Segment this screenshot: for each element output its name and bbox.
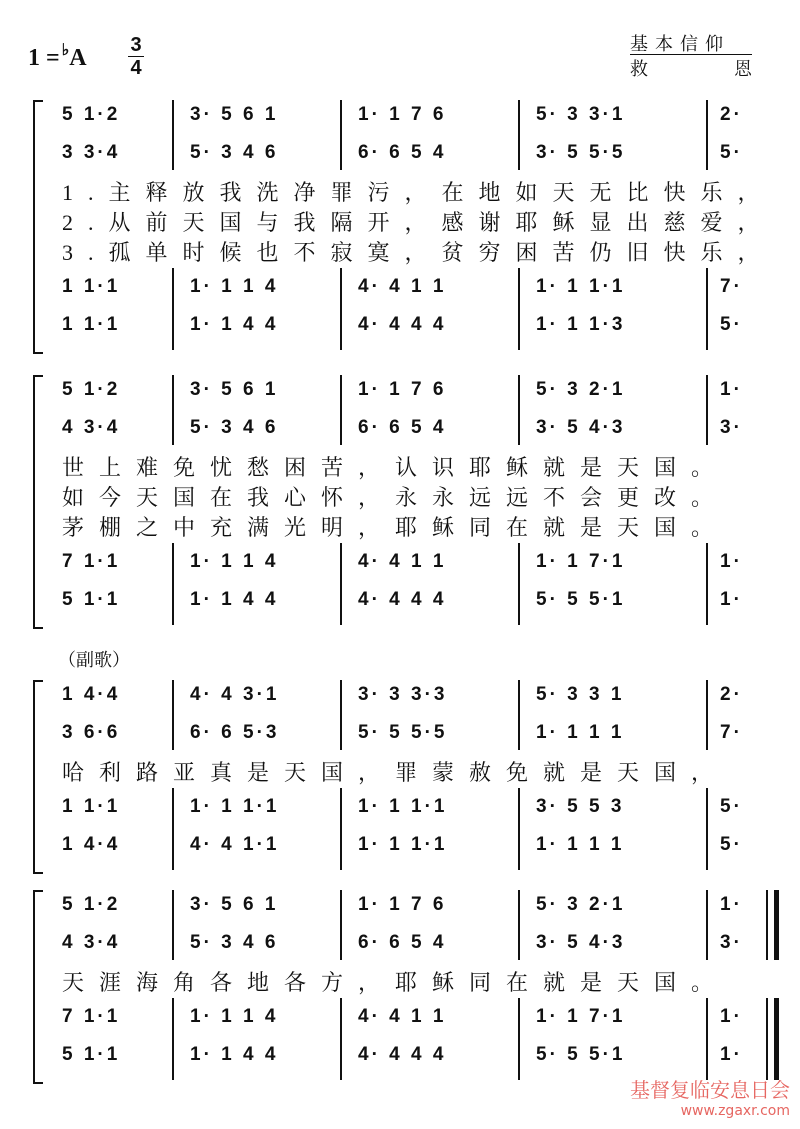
- measure-notes: 4· 4 4 4: [358, 1044, 447, 1065]
- measure-notes: 3· 3 3·3: [358, 684, 448, 705]
- measure-notes: 1· 1 4 4: [190, 314, 279, 335]
- measure-notes: 3· 5 5·5: [536, 142, 626, 163]
- barline: [340, 100, 342, 170]
- measure-notes: 5· 3 4 6: [190, 417, 279, 438]
- barline: [518, 543, 520, 625]
- system-brace: [33, 890, 43, 1084]
- measure-notes: 6· 6 5 4: [358, 417, 447, 438]
- lyric-line: 3.孤单时候也不寂寞，贫穷困苦仍旧快乐，: [62, 240, 775, 265]
- measure-notes: 5 1·2: [62, 379, 121, 400]
- measure-notes: 5· 3 2·1: [536, 894, 626, 915]
- final-barline-thin: [766, 998, 768, 1080]
- measure-notes: 1·: [720, 1006, 743, 1027]
- lyric-line: 如今天国在我心怀，永永远远不会更改。: [62, 485, 729, 510]
- final-barline-thick: [774, 890, 779, 960]
- measure-notes: 4· 4 4 4: [358, 314, 447, 335]
- credit-music-b: 恩: [734, 59, 752, 79]
- measure-notes: 3· 5 5 3: [536, 796, 625, 817]
- measure-notes: 4· 4 1 1: [358, 276, 447, 297]
- credit-lyrics: 基本信仰: [630, 30, 752, 55]
- measure-notes: 1· 1 4 4: [190, 589, 279, 610]
- measure-notes: 1· 1 1·1: [190, 796, 280, 817]
- lyric-line: 茅棚之中充满光明，耶稣同在就是天国。: [62, 515, 729, 540]
- final-barline-thick: [774, 998, 779, 1080]
- measure-notes: 5 1·1: [62, 1044, 121, 1065]
- barline: [172, 998, 174, 1080]
- measure-notes: 1· 1 1 1: [536, 834, 625, 855]
- barline: [172, 375, 174, 445]
- measure-notes: 5·: [720, 142, 743, 163]
- measure-notes: 3· 5 6 1: [190, 894, 279, 915]
- measure-notes: 1 1·1: [62, 314, 121, 335]
- barline: [518, 375, 520, 445]
- measure-notes: 1·: [720, 1044, 743, 1065]
- measure-notes: 4· 4 3·1: [190, 684, 280, 705]
- measure-notes: 3· 5 4·3: [536, 932, 626, 953]
- barline: [340, 543, 342, 625]
- measure-notes: 4· 4 1 1: [358, 551, 447, 572]
- key-signature: [28, 40, 87, 72]
- barline: [706, 375, 708, 445]
- measure-notes: 2·: [720, 684, 743, 705]
- barline: [172, 543, 174, 625]
- measure-notes: 6· 6 5 4: [358, 932, 447, 953]
- measure-notes: 3·: [720, 417, 743, 438]
- measure-notes: 5·: [720, 834, 743, 855]
- barline: [172, 890, 174, 960]
- measure-notes: 1·: [720, 894, 743, 915]
- barline: [706, 788, 708, 870]
- measure-notes: 1 4·4: [62, 684, 121, 705]
- measure-notes: 3· 5 6 1: [190, 379, 279, 400]
- measure-notes: 4· 4 1·1: [190, 834, 280, 855]
- measure-notes: 5· 5 5·1: [536, 589, 626, 610]
- barline: [172, 680, 174, 750]
- measure-notes: 1·: [720, 589, 743, 610]
- measure-notes: 5·: [720, 314, 743, 335]
- measure-notes: 3·: [720, 932, 743, 953]
- system-brace: [33, 100, 43, 354]
- barline: [518, 100, 520, 170]
- measure-notes: 5· 5 5·5: [358, 722, 448, 743]
- measure-notes: 1· 1 1 1: [536, 722, 625, 743]
- lyric-line: 哈利路亚真是天国，罪蒙赦免就是天国，: [62, 760, 729, 785]
- barline: [340, 268, 342, 350]
- measure-notes: 7·: [720, 276, 743, 297]
- measure-notes: 5· 5 5·1: [536, 1044, 626, 1065]
- measure-notes: 2·: [720, 104, 743, 125]
- measure-notes: 4· 4 4 4: [358, 589, 447, 610]
- lyric-line: 世上难免忧愁困苦，认识耶稣就是天国。: [62, 455, 729, 480]
- barline: [340, 375, 342, 445]
- barline: [706, 100, 708, 170]
- measure-notes: 1· 1 1·1: [536, 276, 626, 297]
- measure-notes: 1· 1 1 4: [190, 551, 279, 572]
- measure-notes: 5 1·2: [62, 104, 121, 125]
- measure-notes: 5· 3 2·1: [536, 379, 626, 400]
- lyric-line: 2.从前天国与我隔开，感谢耶稣显出慈爱，: [62, 210, 775, 235]
- barline: [518, 998, 520, 1080]
- measure-notes: 4 3·4: [62, 932, 121, 953]
- measure-notes: 1· 1 7 6: [358, 104, 447, 125]
- barline: [340, 680, 342, 750]
- measure-notes: 3 6·6: [62, 722, 121, 743]
- barline: [340, 998, 342, 1080]
- system-brace: [33, 375, 43, 629]
- measure-notes: 1· 1 1 4: [190, 1006, 279, 1027]
- system-brace: [33, 680, 43, 874]
- measure-notes: 1· 1 1·1: [358, 796, 448, 817]
- barline: [172, 100, 174, 170]
- barline: [340, 788, 342, 870]
- watermark: [630, 1074, 790, 1119]
- measure-notes: 4 3·4: [62, 417, 121, 438]
- measure-notes: 1 1·1: [62, 276, 121, 297]
- credit-music-a: 救: [630, 59, 648, 79]
- measure-notes: 5·: [720, 796, 743, 817]
- measure-notes: 1· 1 1·3: [536, 314, 626, 335]
- barline: [172, 788, 174, 870]
- measure-notes: 1· 1 7 6: [358, 894, 447, 915]
- measure-notes: 1· 1 1·1: [358, 834, 448, 855]
- barline: [518, 268, 520, 350]
- measure-notes: 5· 3 3 1: [536, 684, 625, 705]
- key-prefix: 1 =: [28, 45, 60, 71]
- barline: [706, 680, 708, 750]
- measure-notes: 1· 1 7·1: [536, 1006, 626, 1027]
- measure-notes: 5· 3 4 6: [190, 142, 279, 163]
- time-bottom: 4: [130, 57, 142, 79]
- barline: [706, 998, 708, 1080]
- barline: [518, 788, 520, 870]
- measure-notes: 1·: [720, 379, 743, 400]
- barline: [706, 543, 708, 625]
- lyric-line: 天涯海角各地各方，耶稣同在就是天国。: [62, 970, 729, 995]
- measure-notes: 3· 5 4·3: [536, 417, 626, 438]
- barline: [706, 890, 708, 960]
- flat-sign: ♭: [61, 42, 70, 59]
- time-signature: [128, 34, 144, 79]
- measure-notes: 1 4·4: [62, 834, 121, 855]
- watermark-title: 基督复临安息日会: [630, 1078, 790, 1102]
- credit-music: [630, 55, 752, 79]
- measure-notes: 1·: [720, 551, 743, 572]
- measure-notes: 1· 1 7 6: [358, 379, 447, 400]
- credits: [630, 30, 752, 79]
- measure-notes: 6· 6 5·3: [190, 722, 280, 743]
- barline: [706, 268, 708, 350]
- lyric-line: 1.主释放我洗净罪污，在地如天无比快乐，: [62, 180, 775, 205]
- measure-notes: 1· 1 7·1: [536, 551, 626, 572]
- measure-notes: 7·: [720, 722, 743, 743]
- chorus-label: （副歌）: [58, 650, 130, 670]
- barline: [518, 680, 520, 750]
- measure-notes: 1· 1 1 4: [190, 276, 279, 297]
- measure-notes: 3 3·4: [62, 142, 121, 163]
- measure-notes: 5· 3 4 6: [190, 932, 279, 953]
- barline: [340, 890, 342, 960]
- key-note: A: [69, 45, 87, 71]
- measure-notes: 1 1·1: [62, 796, 121, 817]
- measure-notes: 7 1·1: [62, 1006, 121, 1027]
- measure-notes: 3· 5 6 1: [190, 104, 279, 125]
- barline: [518, 890, 520, 960]
- measure-notes: 5 1·1: [62, 589, 121, 610]
- measure-notes: 5· 3 3·1: [536, 104, 626, 125]
- measure-notes: 7 1·1: [62, 551, 121, 572]
- barline: [172, 268, 174, 350]
- watermark-url: www.zgaxr.com: [680, 1103, 790, 1119]
- measure-notes: 4· 4 1 1: [358, 1006, 447, 1027]
- measure-notes: 6· 6 5 4: [358, 142, 447, 163]
- final-barline-thin: [766, 890, 768, 960]
- measure-notes: 5 1·2: [62, 894, 121, 915]
- measure-notes: 1· 1 4 4: [190, 1044, 279, 1065]
- time-top: 3: [130, 34, 142, 56]
